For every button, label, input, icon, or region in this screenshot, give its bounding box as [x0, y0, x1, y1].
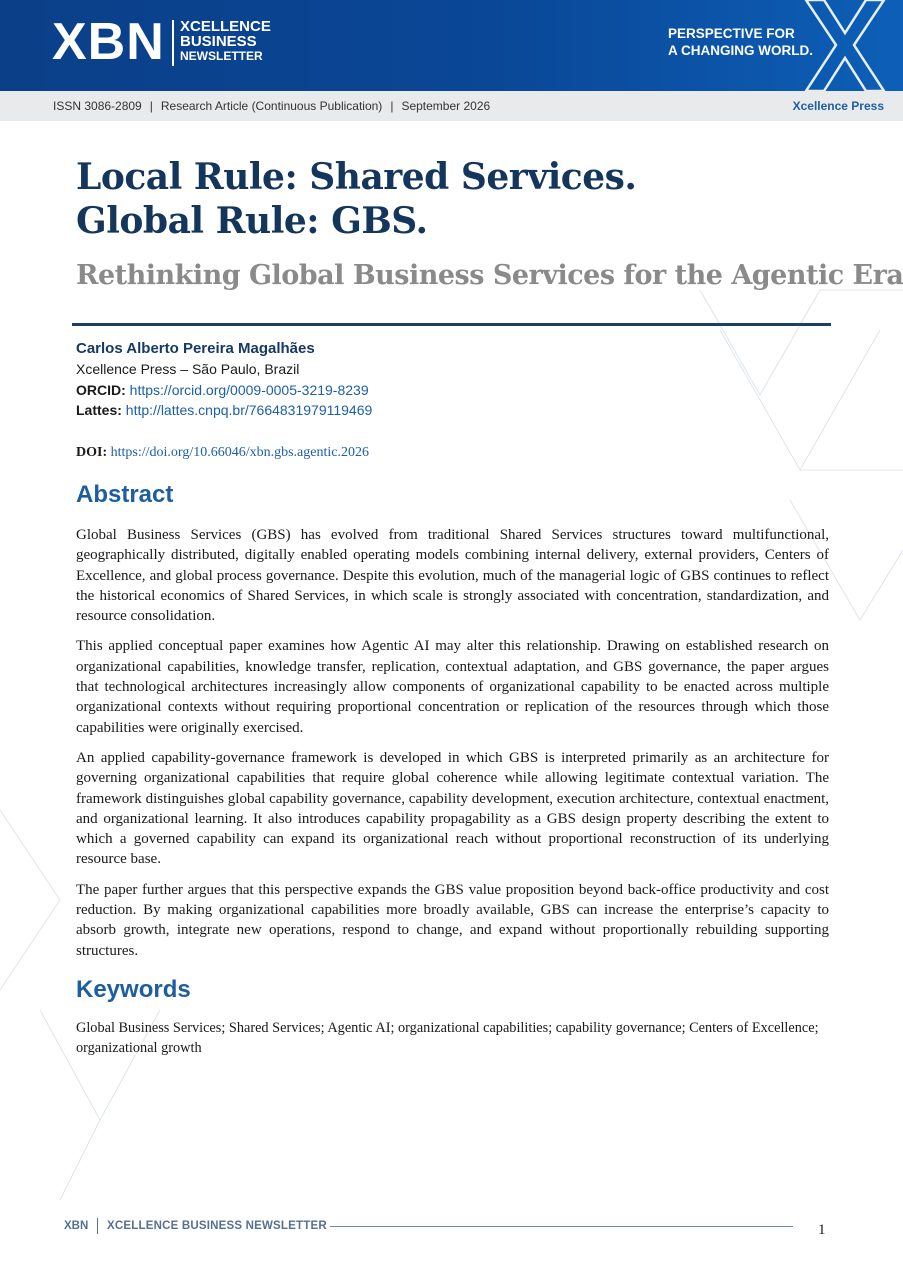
tagline-line1: PERSPECTIVE FOR [668, 26, 795, 41]
orcid-line [76, 380, 372, 401]
paper-subtitle: Rethinking Global Business Services for the Agentic Era [76, 260, 903, 291]
journal-logo: XBN [52, 13, 165, 71]
abstract-paragraph: Global Business Services (GBS) has evolved from traditional Shared Services structures toward multifunctional, geographically distributed, digitally enabled operating models combining internal delivery, external providers, Centers of Excellence, and global process governance. Despite this evolution, much of the managerial logic of GBS continues to reflect the historical economics of Shared Services, in which scale is strongly associated with concentration, standardization, and resource consolidation. [76, 527, 829, 625]
paper-title [76, 155, 636, 243]
journal-header [0, 0, 903, 91]
keywords-text: Global Business Services; Shared Services; Agentic AI; organizational capabilities; capability governance; Centers of Excellence; organizational growth [76, 1020, 819, 1056]
footer-journal-name: XCELLENCE BUSINESS NEWSLETTER [107, 1220, 327, 1232]
abstract-paragraph: An applied capability-governance framework is developed in which GBS is interpreted primarily as an architecture for governing organizational capabilities that require global coherence while allowing legitimate contextual variation. The framework distinguishes global capability governance, capability development, execution architecture, contextual enactment, and organizational learning. It also introduces capability propagability as a GBS design property describing the extent to which a governed capability can expand its organizational reach without proportional reconstruction of its underlying resource base. [76, 749, 829, 868]
lattes-line [76, 400, 372, 421]
abstract-body [76, 525, 829, 971]
abstract-paragraph: This applied conceptual paper examines how Agentic AI may alter this relationship. Drawing on established research on organizational capabilities, knowledge transfer, replication, contextual adaptation, and GBS governance, the paper argues that technological architectures increasingly allow components of organizational capability to be enacted across multiple organizational contexts without requiring proportional concentration or replication of the resources through which those capabilities were originally exercised. [76, 638, 829, 736]
doi-line [76, 443, 369, 463]
tagline-line2: A CHANGING WORLD. [668, 43, 813, 58]
publisher-name: Xcellence Press [792, 99, 884, 113]
title-line1: Local Rule: Shared Services. [76, 156, 637, 198]
separator: | [149, 99, 153, 113]
author-affiliation: Xcellence Press – São Paulo, Brazil [76, 361, 300, 377]
x-emblem-icon [800, 0, 890, 91]
journal-name-line2: BUSINESS [180, 33, 257, 50]
orcid-label: ORCID: [76, 381, 126, 398]
journal-name [180, 19, 271, 64]
issn: ISSN 3086-2809 [53, 99, 142, 113]
author-block [76, 339, 372, 421]
separator: | [390, 99, 394, 113]
issue-info-strip [0, 91, 903, 121]
author-name: Carlos Alberto Pereira Magalhães [76, 340, 315, 357]
footer-mark: XBN [64, 1220, 89, 1232]
doi-label: DOI: [76, 445, 108, 460]
lattes-label: Lattes: [76, 402, 122, 418]
abstract-paragraph: The paper further argues that this perspective expands the GBS value proposition beyond back-office productivity and cost reduction. By making organizational capabilities more broadly available, GBS can increase the enterprise’s capacity to absorb growth, integrate new operations, respond to change, and expand without proportionally rebuilding supporting structures. [76, 881, 829, 959]
title-rule [72, 323, 831, 326]
journal-tagline [668, 25, 813, 59]
keywords-heading: Keywords [76, 976, 191, 1003]
footer-divider [97, 1218, 98, 1234]
abstract-heading: Abstract [76, 481, 174, 508]
page-footer [0, 1210, 903, 1250]
footer-rule [330, 1226, 793, 1227]
title-line2: Global Rule: GBS. [76, 200, 428, 242]
journal-name-line1: XCELLENCE [180, 18, 271, 35]
lattes-link[interactable]: http://lattes.cnpq.br/7664831979119469 [125, 402, 373, 418]
logo-divider [172, 20, 174, 66]
journal-name-line3: NEWSLETTER [180, 49, 263, 63]
doi-link[interactable]: https://doi.org/10.66046/xbn.gbs.agentic.2026 [110, 445, 369, 460]
issue-metadata [53, 99, 490, 113]
publication-date: September 2026 [401, 99, 491, 113]
orcid-link[interactable]: https://orcid.org/0009-0005-3219-8239 [129, 381, 369, 398]
article-type: Research Article (Continuous Publication) [160, 99, 383, 113]
page-number: 1 [818, 1222, 826, 1238]
